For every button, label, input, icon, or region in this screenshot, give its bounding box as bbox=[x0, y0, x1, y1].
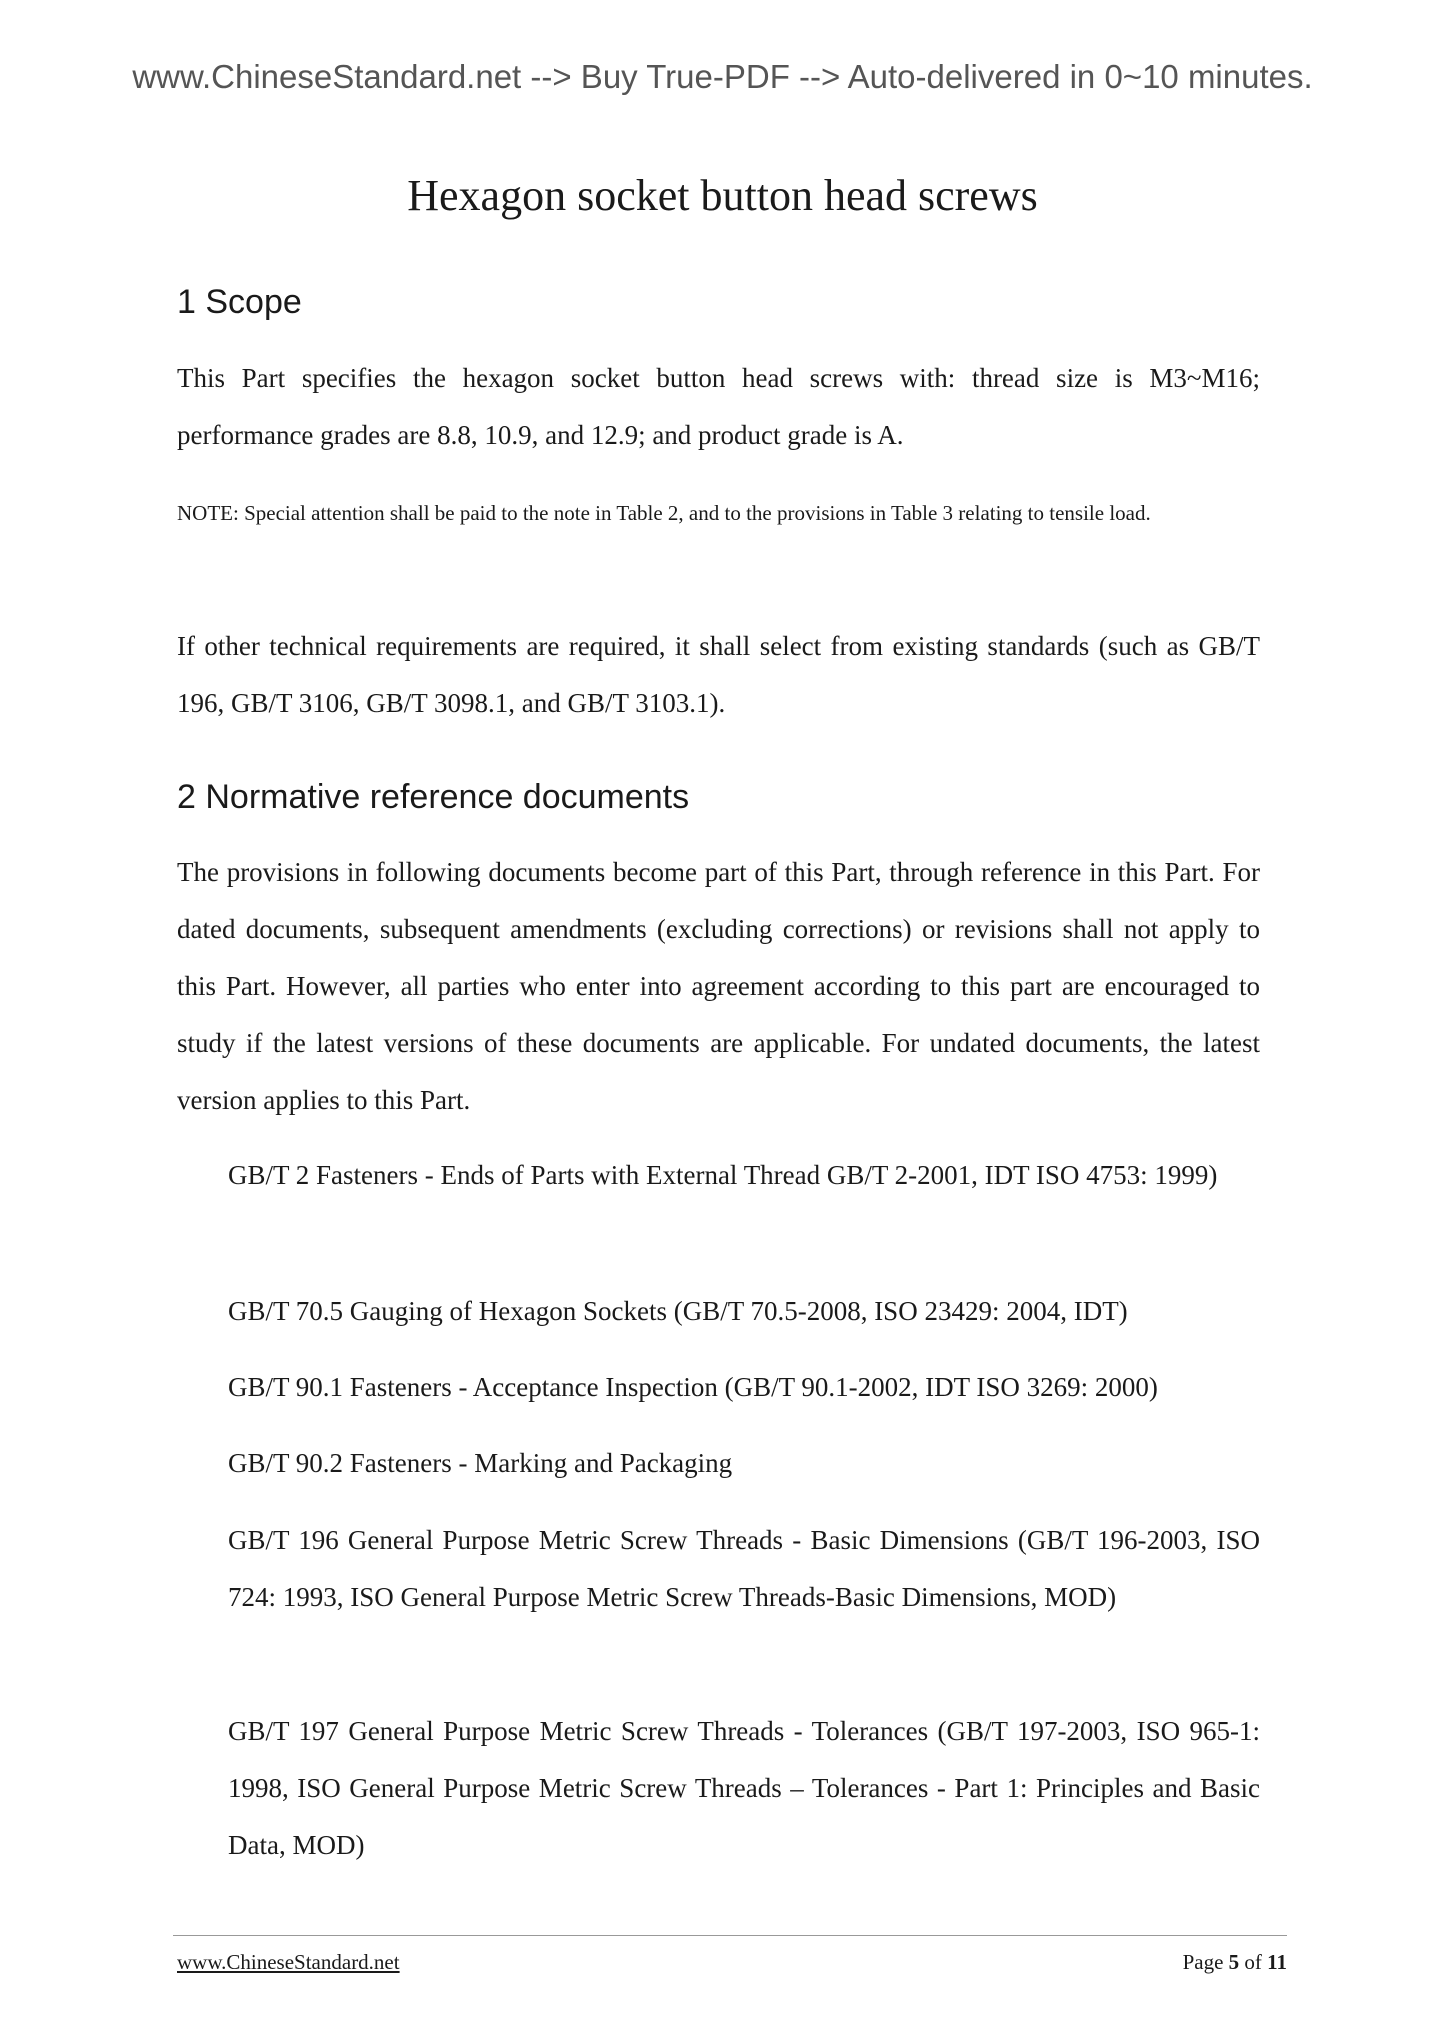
page-total: 11 bbox=[1267, 1950, 1287, 1974]
reference-item: GB/T 197 General Purpose Metric Screw Threads - Tolerances (GB/T 197-2003, ISO 965-1: 1998, ISO General Purpose Metric Screw Threads – Tolerances - Part 1: Principles and Basic Data, MOD) bbox=[228, 1716, 1260, 1860]
scope-paragraph-2: If other technical requirements are required, it shall select from existing standards (such as GB/T 196, GB/T 3106, GB/T 3098.1, and GB/T 3103.1). bbox=[177, 631, 1260, 718]
page-current: 5 bbox=[1228, 1950, 1240, 1974]
references-intro: The provisions in following documents become part of this Part, through reference in this Part. For dated documents, subsequent amendments (excluding corrections) or revisions shall not apply to this Part. However, all parties who enter into agreement according to this part are encouraged to study if the latest versions of these documents are applicable. For undated documents, the latest version applies to this Part. bbox=[177, 857, 1260, 1115]
reference-item: GB/T 196 General Purpose Metric Screw Threads - Basic Dimensions (GB/T 196-2003, ISO 724: 1993, ISO General Purpose Metric Screw Threads-Basic Dimensions, MOD) bbox=[228, 1525, 1260, 1612]
page-label: Page bbox=[1182, 1950, 1224, 1974]
page-of: of bbox=[1244, 1950, 1262, 1974]
scope-note: NOTE: Special attention shall be paid to the note in Table 2, and to the provisions in Table 3 relating to tensile load. bbox=[177, 501, 1151, 525]
reference-item: GB/T 2 Fasteners - Ends of Parts with External Thread GB/T 2-2001, IDT ISO 4753: 1999) bbox=[228, 1160, 1218, 1190]
page-number bbox=[1183, 1950, 1287, 1975]
footer-divider bbox=[173, 1935, 1287, 1936]
reference-item: GB/T 90.2 Fasteners - Marking and Packaging bbox=[228, 1448, 733, 1478]
reference-item: GB/T 70.5 Gauging of Hexagon Sockets (GB/T 70.5-2008, ISO 23429: 2004, IDT) bbox=[228, 1296, 1128, 1326]
reference-item: GB/T 90.1 Fasteners - Acceptance Inspection (GB/T 90.1-2002, IDT ISO 3269: 2000) bbox=[228, 1372, 1158, 1402]
footer-website-link[interactable]: www.ChineseStandard.net bbox=[177, 1950, 400, 1974]
section-2-heading: 2 Normative reference documents bbox=[177, 778, 690, 816]
scope-paragraph: This Part specifies the hexagon socket button head screws with: thread size is M3~M16; performance grades are 8.8, 10.9, and 12.9; and product grade is A. bbox=[177, 363, 1260, 450]
page-title: Hexagon socket button head screws bbox=[407, 171, 1038, 220]
section-1-heading: 1 Scope bbox=[177, 283, 302, 321]
top-banner: www.ChineseStandard.net --> Buy True-PDF --> Auto-delivered in 0~10 minutes. bbox=[132, 58, 1313, 95]
